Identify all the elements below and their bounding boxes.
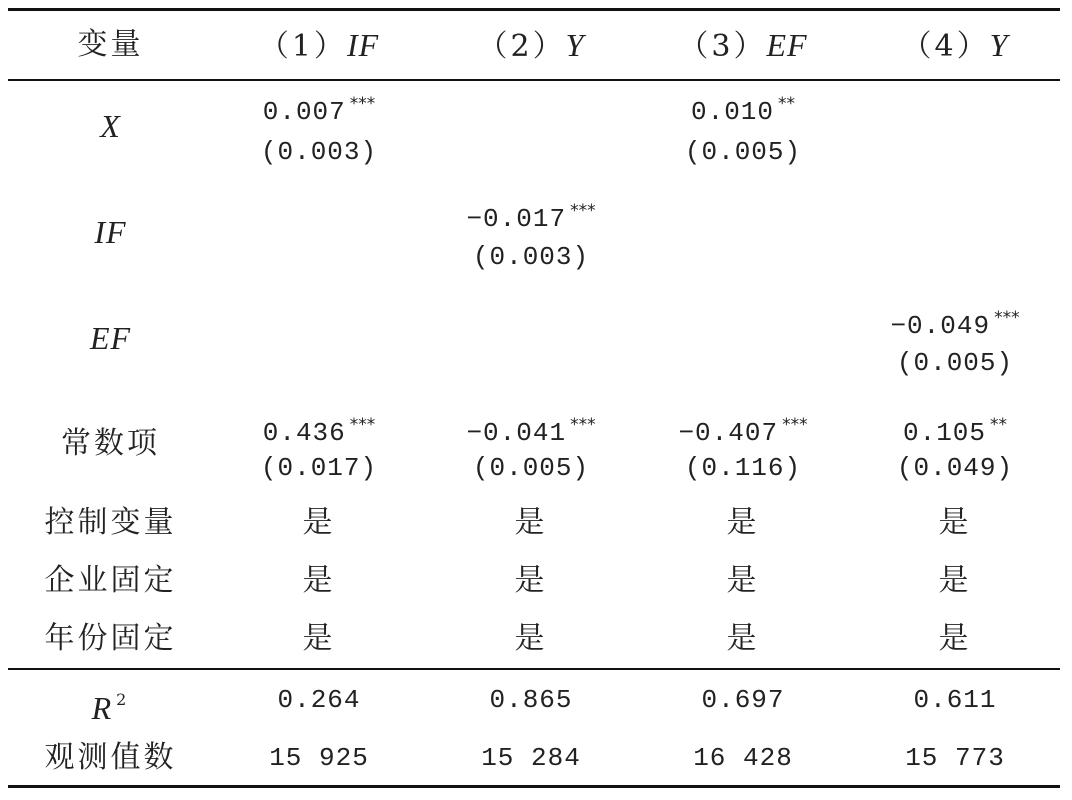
se-const-col4: (0.049): [896, 453, 1014, 483]
r2-col4: 0.611: [913, 685, 997, 715]
row-label-firm-fe: 企业固定: [44, 563, 177, 598]
row-label-x: X: [100, 108, 121, 144]
header-col-3: （3）EF: [678, 27, 808, 64]
row-label-controls: 控制变量: [44, 505, 177, 540]
firm-fe-col4: 是: [938, 563, 972, 598]
year-fe-col3: 是: [726, 621, 760, 656]
firm-fe-col2: 是: [514, 563, 548, 598]
r2-col2: 0.865: [489, 685, 573, 715]
header-col-4: （4）Y: [901, 27, 1009, 64]
top-rule: [8, 8, 1060, 11]
coef-const-col1: 0.436 ***: [262, 415, 376, 448]
year-fe-col1: 是: [302, 621, 336, 656]
coef-x-col3: 0.010 **: [690, 94, 795, 127]
bottom-rule: [8, 785, 1060, 788]
row-label-const: 常数项: [61, 426, 160, 461]
controls-col1: 是: [302, 505, 336, 540]
se-ef-col4: (0.005): [896, 348, 1014, 378]
se-x-col3: (0.005): [684, 137, 802, 167]
header-rule: [8, 79, 1060, 81]
coef-const-col2: −0.041 ***: [466, 415, 596, 448]
year-fe-col2: 是: [514, 621, 548, 656]
se-const-col1: (0.017): [260, 453, 378, 483]
coef-const-col3: −0.407 ***: [678, 415, 808, 448]
mid-rule: [8, 668, 1060, 670]
obs-col1: 15 925: [269, 743, 369, 773]
header-col-1: （1）IF: [258, 27, 380, 64]
firm-fe-col1: 是: [302, 563, 336, 598]
coef-x-col1: 0.007 ***: [262, 94, 376, 127]
coef-if-col2: −0.017 ***: [466, 201, 596, 234]
controls-col3: 是: [726, 505, 760, 540]
header-col-2: （2）Y: [477, 27, 585, 64]
firm-fe-col3: 是: [726, 563, 760, 598]
se-const-col3: (0.116): [684, 453, 802, 483]
se-if-col2: (0.003): [472, 242, 590, 272]
controls-col4: 是: [938, 505, 972, 540]
coef-ef-col4: −0.049 ***: [890, 308, 1020, 341]
row-label-year-fe: 年份固定: [44, 621, 177, 656]
row-label-if: IF: [94, 214, 127, 250]
r2-col3: 0.697: [701, 685, 785, 715]
controls-col2: 是: [514, 505, 548, 540]
row-label-r2: R $^2$: [91, 690, 130, 726]
row-label-obs: 观测值数: [44, 740, 177, 775]
obs-col2: 15 284: [481, 743, 581, 773]
r2-col1: 0.264: [277, 685, 361, 715]
se-x-col1: (0.003): [260, 137, 378, 167]
header-variable: 变量: [77, 27, 144, 62]
obs-col3: 16 428: [693, 743, 793, 773]
row-label-ef: EF: [89, 320, 132, 356]
se-const-col2: (0.005): [472, 453, 590, 483]
coef-const-col4: 0.105 **: [902, 415, 1007, 448]
obs-col4: 15 773: [905, 743, 1005, 773]
year-fe-col4: 是: [938, 621, 972, 656]
